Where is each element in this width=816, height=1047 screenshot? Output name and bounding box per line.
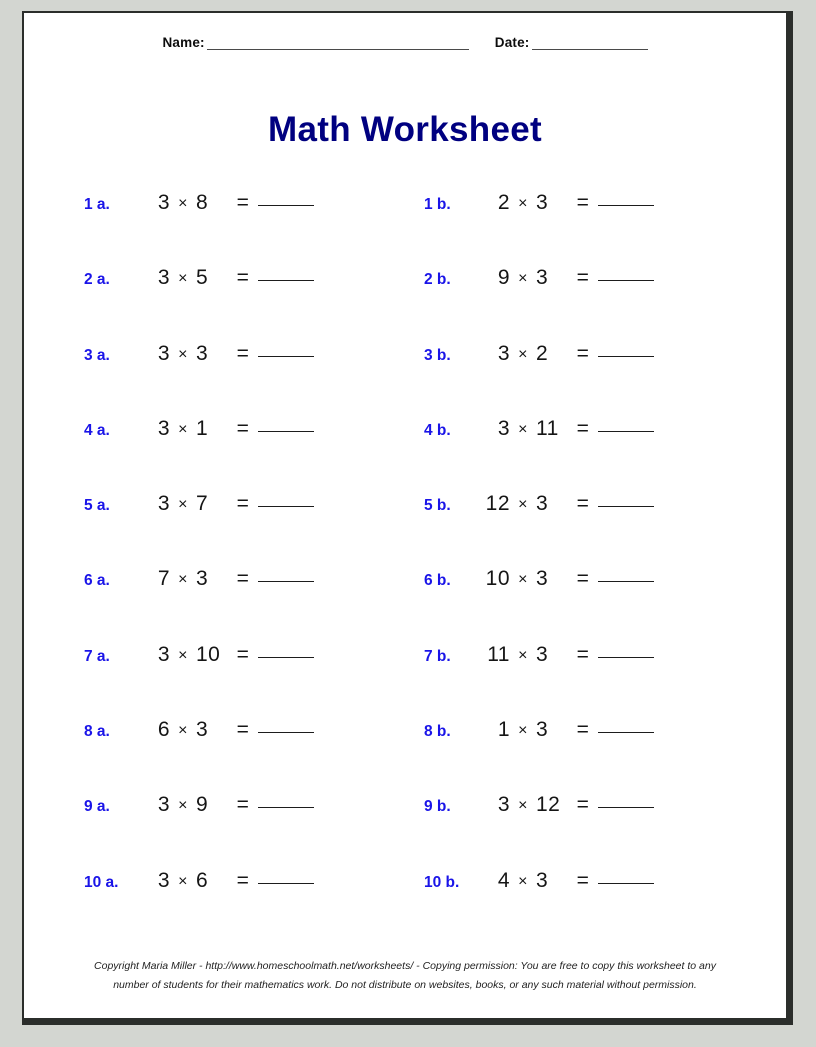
problem-label: 2 b. <box>424 271 451 289</box>
answer-blank[interactable] <box>258 807 314 808</box>
operand-1: 3 <box>497 341 510 365</box>
problem-1b <box>424 191 654 215</box>
equals-sign: = <box>236 868 250 892</box>
answer-blank[interactable] <box>598 205 654 206</box>
equals-sign: = <box>576 642 590 666</box>
date-input[interactable] <box>532 49 648 50</box>
problem-expression <box>476 718 654 742</box>
problem-5b <box>424 492 654 516</box>
problem-expression <box>476 793 654 817</box>
problem-label: 8 b. <box>424 723 451 741</box>
problem-expression <box>136 643 314 667</box>
operand-2: 3 <box>536 642 549 666</box>
equals-sign: = <box>576 492 590 516</box>
answer-blank[interactable] <box>258 732 314 733</box>
problem-label: 1 a. <box>84 196 110 213</box>
operand-1: 3 <box>157 191 170 214</box>
multiply-icon: × <box>518 345 528 363</box>
equals-sign: = <box>576 341 590 365</box>
multiply-icon: × <box>518 496 528 514</box>
equals-sign: = <box>576 718 590 742</box>
problem-7a <box>84 643 314 667</box>
equals-sign: = <box>576 266 590 290</box>
operand-2: 1 <box>196 416 209 440</box>
operand-2: 3 <box>196 718 209 742</box>
multiply-icon: × <box>518 420 528 438</box>
problem-expression <box>136 869 314 893</box>
problem-expression <box>476 342 654 366</box>
problem-label: 10 b. <box>424 873 460 891</box>
problem-expression <box>476 869 654 893</box>
multiply-icon: × <box>178 722 188 740</box>
worksheet-page <box>22 11 793 1025</box>
equals-sign: = <box>576 567 590 591</box>
problem-label: 7 b. <box>424 647 451 665</box>
problem-expression <box>476 266 654 290</box>
operand-1: 3 <box>497 416 510 440</box>
equals-sign: = <box>236 567 250 591</box>
problem-row <box>24 342 786 417</box>
operand-1: 11 <box>487 642 510 666</box>
operand-1: 12 <box>485 492 510 516</box>
multiply-icon: × <box>178 345 188 363</box>
equals-sign: = <box>236 191 250 214</box>
operand-1: 3 <box>497 793 510 817</box>
answer-blank[interactable] <box>258 356 314 357</box>
problem-grid <box>24 191 786 944</box>
operand-2: 3 <box>536 266 549 290</box>
problem-expression <box>476 643 654 667</box>
multiply-icon: × <box>518 195 528 212</box>
worksheet-sheet <box>24 13 786 1018</box>
operand-2: 11 <box>536 416 559 440</box>
date-label: Date: <box>494 35 530 50</box>
problem-label: 8 a. <box>84 723 110 741</box>
operand-1: 9 <box>497 266 510 290</box>
operand-2: 3 <box>536 718 549 742</box>
problem-row <box>24 793 786 868</box>
answer-blank[interactable] <box>598 356 654 357</box>
answer-blank[interactable] <box>258 280 314 281</box>
answer-blank[interactable] <box>598 581 654 582</box>
operand-2: 8 <box>196 191 209 214</box>
answer-blank[interactable] <box>258 205 314 206</box>
equals-sign: = <box>236 341 250 365</box>
operand-2: 2 <box>536 341 549 365</box>
operand-2: 3 <box>536 567 549 591</box>
problem-label: 3 a. <box>84 346 110 364</box>
answer-blank[interactable] <box>258 431 314 432</box>
problem-3b <box>424 342 654 366</box>
problem-label: 5 b. <box>424 497 451 515</box>
multiply-icon: × <box>178 195 188 212</box>
answer-blank[interactable] <box>258 581 314 582</box>
problem-1a <box>84 191 314 215</box>
equals-sign: = <box>236 416 250 440</box>
multiply-icon: × <box>518 722 528 740</box>
operand-2: 3 <box>536 868 549 892</box>
problem-label: 10 a. <box>84 873 119 891</box>
problem-row <box>24 643 786 718</box>
problem-label: 2 a. <box>84 271 110 289</box>
operand-1: 3 <box>157 642 170 666</box>
problem-expression <box>476 191 654 215</box>
problem-label: 5 a. <box>84 497 110 515</box>
multiply-icon: × <box>178 571 188 589</box>
problem-label: 4 a. <box>84 421 110 439</box>
equals-sign: = <box>236 266 250 290</box>
operand-1: 10 <box>485 567 510 591</box>
answer-blank[interactable] <box>598 732 654 733</box>
operand-1: 7 <box>157 567 170 591</box>
problem-6b <box>424 567 654 591</box>
operand-2: 12 <box>536 793 561 817</box>
problem-expression <box>136 417 314 441</box>
equals-sign: = <box>576 793 590 817</box>
operand-2: 10 <box>196 642 221 666</box>
problem-label: 4 b. <box>424 421 451 439</box>
answer-blank[interactable] <box>598 807 654 808</box>
answer-blank[interactable] <box>258 883 314 884</box>
problem-expression <box>476 567 654 591</box>
problem-expression <box>476 492 654 516</box>
answer-blank[interactable] <box>598 431 654 432</box>
problem-label: 9 a. <box>84 798 110 816</box>
name-input[interactable] <box>207 49 469 50</box>
problem-2b <box>424 266 654 290</box>
operand-2: 3 <box>196 567 209 591</box>
multiply-icon: × <box>518 270 528 288</box>
page-title: Math Worksheet <box>268 110 542 149</box>
problem-label: 6 b. <box>424 572 451 590</box>
operand-2: 3 <box>536 492 549 516</box>
problem-2a <box>84 266 314 290</box>
equals-sign: = <box>576 868 590 892</box>
answer-blank[interactable] <box>258 657 314 658</box>
operand-1: 6 <box>157 718 170 742</box>
problem-expression <box>136 793 314 817</box>
problem-4a <box>84 417 314 441</box>
problem-row <box>24 417 786 492</box>
equals-sign: = <box>576 416 590 440</box>
problem-10b <box>424 869 654 893</box>
problem-row <box>24 567 786 642</box>
answer-blank[interactable] <box>598 280 654 281</box>
operand-1: 1 <box>497 718 510 742</box>
equals-sign: = <box>236 793 250 817</box>
problem-9b <box>424 793 654 817</box>
problem-label: 6 a. <box>84 572 110 590</box>
answer-blank[interactable] <box>598 883 654 884</box>
problem-7b <box>424 643 654 667</box>
problem-5a <box>84 492 314 516</box>
multiply-icon: × <box>178 420 188 438</box>
multiply-icon: × <box>178 270 188 288</box>
problem-row <box>24 191 786 266</box>
operand-2: 9 <box>196 793 209 817</box>
problem-expression <box>136 266 314 290</box>
equals-sign: = <box>236 718 250 742</box>
name-date-header <box>24 35 786 50</box>
problem-10a <box>84 869 314 893</box>
problem-label: 9 b. <box>424 798 451 816</box>
operand-2: 7 <box>196 492 209 516</box>
name-label: Name: <box>162 35 205 50</box>
multiply-icon: × <box>518 797 528 815</box>
problem-6a <box>84 567 314 591</box>
multiply-icon: × <box>178 496 188 514</box>
footer-line-1: Copyright Maria Miller - http://www.homeschoolmath.net/worksheets/ - Copying permission: You are free to copy this worksheet to any <box>94 960 716 973</box>
operand-2: 6 <box>196 868 209 892</box>
problem-8a <box>84 718 314 742</box>
answer-blank[interactable] <box>598 506 654 507</box>
problem-expression <box>136 191 314 215</box>
problem-label: 7 a. <box>84 647 110 665</box>
multiply-icon: × <box>178 646 188 664</box>
problem-expression <box>136 342 314 366</box>
operand-2: 5 <box>196 266 209 290</box>
operand-1: 2 <box>497 191 510 214</box>
problem-label: 3 b. <box>424 346 451 364</box>
problem-3a <box>84 342 314 366</box>
operand-1: 3 <box>157 793 170 817</box>
problem-row <box>24 492 786 567</box>
multiply-icon: × <box>518 571 528 589</box>
equals-sign: = <box>576 191 590 214</box>
operand-1: 4 <box>497 868 510 892</box>
equals-sign: = <box>236 642 250 666</box>
multiply-icon: × <box>518 646 528 664</box>
footer-line-2: number of students for their mathematics work. Do not distribute on websites, books, or any such material without permission. <box>113 978 697 991</box>
problem-expression <box>136 718 314 742</box>
problem-label: 1 b. <box>424 196 451 213</box>
problem-4b <box>424 417 654 441</box>
problem-expression <box>476 417 654 441</box>
operand-1: 3 <box>157 492 170 516</box>
operand-1: 3 <box>157 868 170 892</box>
operand-1: 3 <box>157 416 170 440</box>
problem-expression <box>136 492 314 516</box>
operand-2: 3 <box>536 191 549 214</box>
multiply-icon: × <box>518 872 528 890</box>
multiply-icon: × <box>178 797 188 815</box>
answer-blank[interactable] <box>598 657 654 658</box>
multiply-icon: × <box>178 872 188 890</box>
problem-row <box>24 869 786 944</box>
problem-row <box>24 266 786 341</box>
problem-9a <box>84 793 314 817</box>
equals-sign: = <box>236 492 250 516</box>
operand-2: 3 <box>196 341 209 365</box>
operand-1: 3 <box>157 341 170 365</box>
operand-1: 3 <box>157 266 170 290</box>
problem-expression <box>136 567 314 591</box>
footer-copyright <box>74 957 736 994</box>
problem-8b <box>424 718 654 742</box>
answer-blank[interactable] <box>258 506 314 507</box>
problem-row <box>24 718 786 793</box>
